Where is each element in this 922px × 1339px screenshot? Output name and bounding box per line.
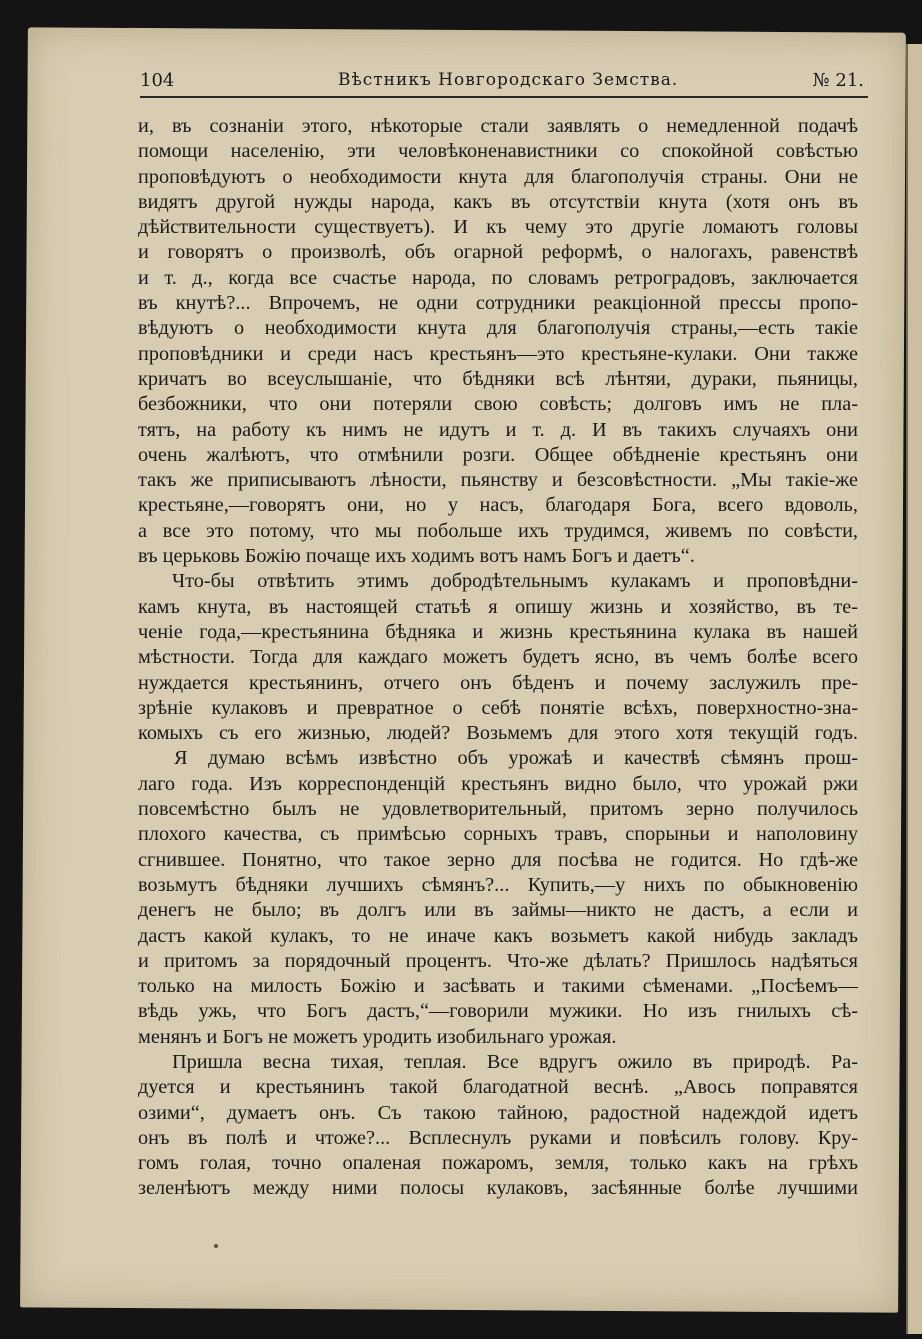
paragraph-start-line: Пришла весна тихая, теплая. Все вдругъ ожило въ природѣ. Ра-: [172, 1050, 858, 1073]
text-line: дуется и крестьянинъ такой благодатной веснѣ. „Авось поправятся: [138, 1076, 858, 1099]
text-line: проповѣдники и среди насъ крестьянъ—это крестьяне-кулаки. Они также: [138, 342, 858, 365]
text-line: нуждается крестьянинъ, отчего онъ бѣденъ и почему заслужилъ пре-: [138, 671, 858, 694]
text-line: кричатъ во всеуслышаніе, что бѣдняки всѣ лѣнтяи, дураки, пьяницы,: [138, 367, 858, 390]
text-line: ченіе года,—крестьянина бѣдняка и жизнь крестьянина кулака въ нашей: [138, 620, 858, 643]
paragraph-end-line: комыхъ съ его жизнью, людей? Возьмемъ для этого хотя текущій годъ.: [138, 722, 858, 745]
paragraph-start-line: Я думаю всѣмъ извѣстно объ урожаѣ и качествѣ сѣмянъ прош-: [174, 747, 858, 770]
text-line: проповѣдуютъ о необходимости кнута для благополучія страны. Они не: [138, 165, 858, 188]
text-line: очень жалѣютъ, что отмѣнили розги. Общее обѣдненіе крестьянъ они: [138, 443, 858, 466]
text-line: сгнившее. Понятно, что такое зерно для посѣва не годится. Но гдѣ-же: [138, 848, 858, 871]
text-line: видятъ другой нужды народа, какъ въ отсутствіи кнута (хотя онъ въ: [138, 190, 858, 213]
text-line: повсемѣстно былъ не удовлетворительный, притомъ зерно получилось: [138, 798, 858, 821]
text-line: дѣйствительности существуетъ). И къ чему это другіе ломаютъ головы: [138, 216, 858, 239]
text-line: гомъ голая, точно опаленая пожаромъ, земля, только какъ на грѣхъ: [138, 1152, 858, 1175]
text-line: тятъ, на работу къ нимъ не идутъ и т. д. И въ такихъ случаяхъ они: [138, 418, 858, 441]
text-line: мѣстности. Тогда для каждаго можетъ будетъ ясно, въ чемъ болѣе всего: [138, 646, 858, 669]
text-line: вѣдь ужь, что Богъ дастъ,“—говорили мужики. Но изъ гнилыхъ сѣ-: [138, 1000, 858, 1023]
text-line: зрѣніе кулаковъ и превратное о себѣ понятіе всѣхъ, поверхностно-зна-: [138, 696, 858, 719]
page-number: 104: [140, 70, 175, 91]
text-line: помощи населенію, эти человѣконенавистники со спокойной совѣстью: [138, 140, 858, 163]
text-line: денегъ не было; въ долгъ или въ займы—никто не дастъ, а если и: [138, 899, 858, 922]
ink-speck: [214, 1244, 218, 1248]
paragraph-start-line: Что-бы отвѣтить этимъ добродѣтельнымъ кулакамъ и проповѣдни-: [172, 570, 858, 593]
text-line: камъ кнута, въ настоящей статьѣ я опишу жизнь и хозяйство, въ те-: [138, 595, 858, 618]
issue-number: № 21.: [812, 70, 864, 91]
text-line: дастъ какой кулакъ, то не иначе какъ возьметъ какой нибудь закладъ: [138, 924, 858, 947]
text-line: а все это потому, что мы побольше ихъ трудимся, живемъ по совѣсти,: [138, 519, 858, 542]
text-line: и притомъ за порядочный процентъ. Что-же дѣлать? Пришлось надѣяться: [138, 949, 858, 972]
article-body: [138, 114, 858, 1202]
text-line: вѣдуютъ о необходимости кнута для благополучія страны,—есть такіе: [138, 317, 858, 340]
text-line: плохого качества, съ примѣсью сорныхъ травъ, спорыньи и наполовину: [138, 823, 858, 846]
text-line: зеленѣютъ между ними полосы кулаковъ, засѣянные болѣе лучшими: [138, 1177, 858, 1200]
text-line: онъ въ полѣ и чтоже?... Всплеснулъ руками и повѣсилъ голову. Кру-: [138, 1126, 858, 1149]
next-page-edge: [906, 44, 922, 1334]
text-line: и говорятъ о произволѣ, объ огарной реформѣ, о налогахъ, равенствѣ: [138, 241, 858, 264]
text-line: крестьяне,—говорятъ они, но у насъ, благодаря Бога, всего вдоволь,: [138, 494, 858, 517]
paragraph-end-line: менянъ и Богъ не можетъ уродить изобильнаго урожая.: [138, 1025, 617, 1048]
text-line: озими“, думаетъ онъ. Съ такою тайною, радостной надеждой идетъ: [138, 1101, 858, 1124]
text-line: возьмутъ бѣдняки лучшихъ сѣмянъ?... Купить,—у нихъ по обыкновенію: [138, 873, 858, 896]
text-line: только на милость Божію и засѣвать и такими сѣменами. „Посѣемъ—: [138, 975, 858, 998]
paragraph-end-line: въ церьковь Божію почаще ихъ ходимъ вотъ намъ Богъ и даетъ“.: [138, 545, 695, 568]
running-header: [140, 64, 868, 98]
text-line: и, въ сознаніи этого, нѣкоторые стали заявлять о немедленной подачѣ: [138, 115, 858, 137]
text-line: безбожники, что они потеряли свою совѣсть; долговъ имъ не пла-: [138, 393, 858, 416]
text-line: и т. д., когда все счастье народа, по словамъ ретроградовъ, заключается: [138, 266, 858, 289]
text-line: лаго года. Изъ корреспонденцій крестьянъ видно было, что урожай ржи: [138, 772, 858, 795]
text-line: въ кнутѣ?... Впрочемъ, не одни сотрудники реакціонной прессы пропо-: [138, 292, 858, 315]
journal-title: Вѣстникъ Новгородскаго Земства.: [338, 70, 679, 90]
text-line: такъ же приписываютъ лѣности, пьянству и безсовѣстности. „Мы такіе-же: [138, 469, 858, 492]
